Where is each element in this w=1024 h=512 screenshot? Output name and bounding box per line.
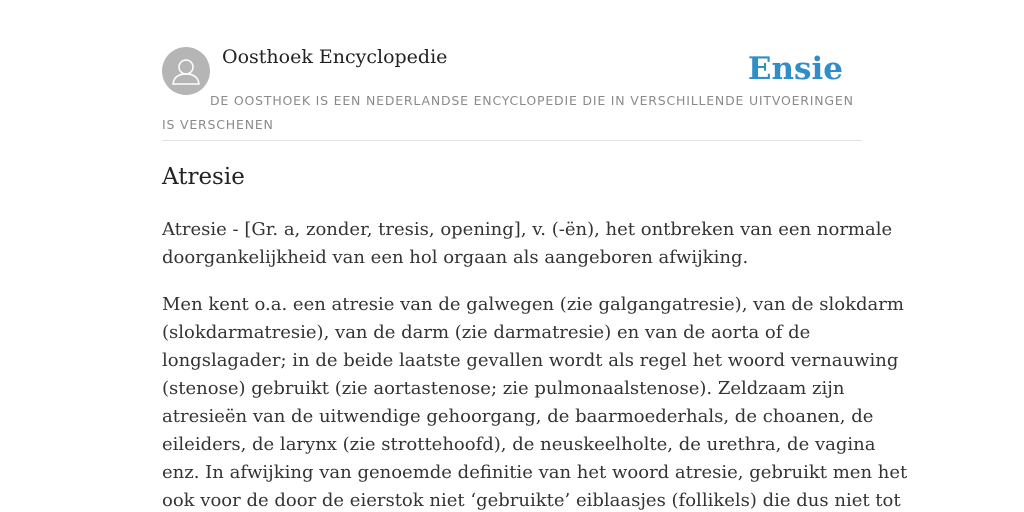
article-paragraph-2 [162, 291, 908, 512]
paragraph-line: longslagader; in de beide laatste gevallen wordt als regel het woord vernauwing [162, 350, 899, 371]
paragraph-line: Atresie - [Gr. a, zonder, tresis, opening], v. (-ën), het ontbreken van een normale [162, 219, 893, 240]
user-icon[interactable] [162, 47, 210, 95]
site-tagline: DE OOSTHOEK IS EEN NEDERLANDSE ENCYCLOPEDIE DIE IN VERSCHILLENDE UITVOERINGEN IS VERSCHENEN [162, 93, 854, 132]
article-paragraph-1 [162, 216, 893, 272]
paragraph-line: Men kent o.a. een atresie van de galwegen (zie galgangatresie), van de slokdarm [162, 294, 904, 315]
paragraph-line: (slokdarmatresie), van de darm (zie darmatresie) en van de aorta of de [162, 322, 811, 343]
site-name[interactable]: Oosthoek Encyclopedie [222, 46, 448, 68]
user-icon-graphic [162, 47, 210, 95]
paragraph-line: ook voor de door de eierstok niet ‘gebruikte’ eiblaasjes (follikels) die dus niet tot [162, 490, 901, 511]
article-title: Atresie [162, 164, 245, 190]
paragraph-line: atresieën van de uitwendige gehoorgang, de baarmoederhals, de choanen, de [162, 406, 874, 427]
paragraph-line: (stenose) gebruikt (zie aortastenose; zie pulmonaalstenose). Zeldzaam zijn [162, 378, 845, 399]
brand-logo[interactable]: Ensie [747, 51, 843, 87]
page-container [162, 0, 908, 511]
paragraph-line: eileiders, de larynx (zie strottehoofd), de neuskeelholte, de urethra, de vagina [162, 434, 876, 455]
site-header [162, 0, 862, 141]
paragraph-line: doorgankelijkheid van een hol orgaan als aangeboren afwijking. [162, 247, 749, 268]
paragraph-line: enz. In afwijking van genoemde definitie van het woord atresie, gebruikt men het [162, 462, 908, 483]
